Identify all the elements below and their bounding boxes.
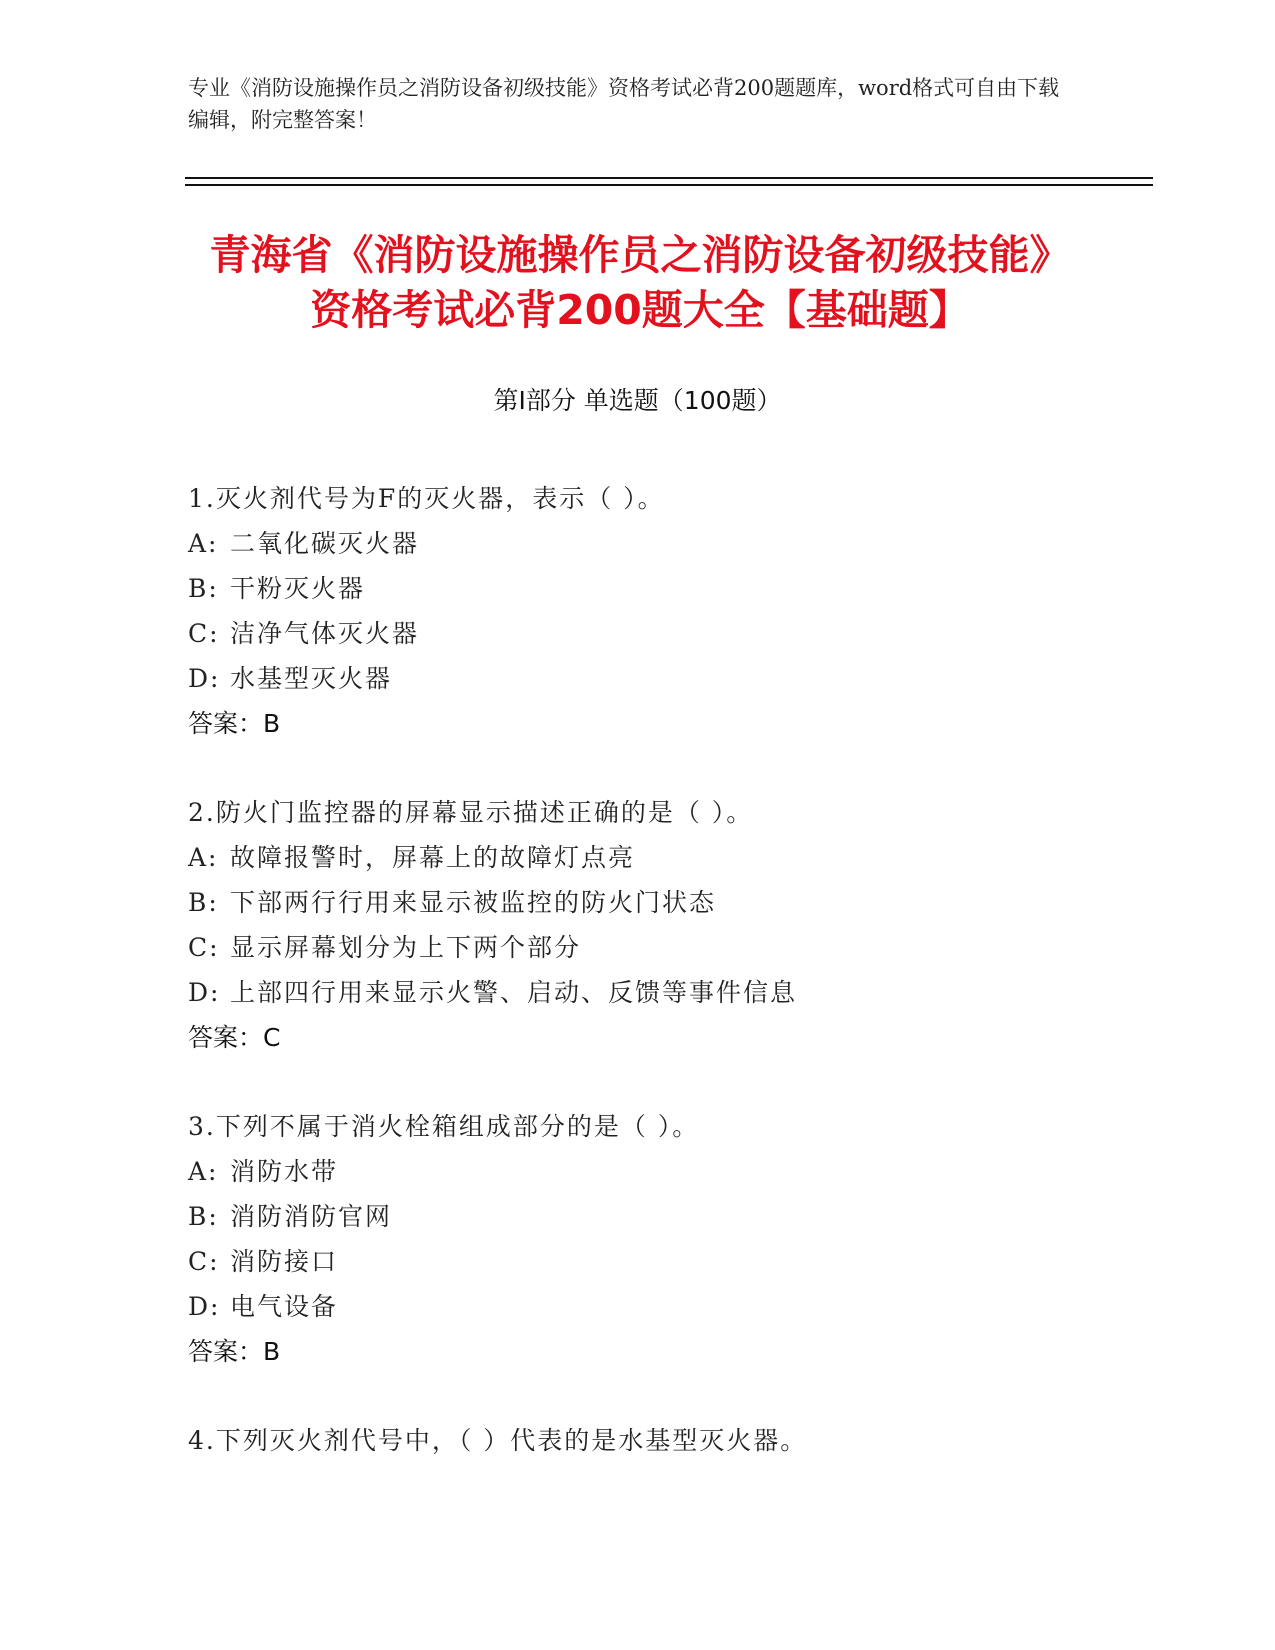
option-text: 电气设备 <box>230 1292 339 1321</box>
option-b <box>188 566 1148 611</box>
answer-line <box>188 1015 1148 1060</box>
option-letter: A: <box>188 843 219 872</box>
option-c <box>188 611 1148 656</box>
answer-value: C <box>263 1023 281 1052</box>
option-letter: C: <box>188 1247 220 1276</box>
answer-label: 答案： <box>188 1023 264 1052</box>
option-c <box>188 925 1148 970</box>
option-a <box>188 835 1148 880</box>
option-b <box>188 1194 1148 1239</box>
option-text: 二氧化碳灭火器 <box>230 529 420 558</box>
document-title: 青海省《消防设施操作员之消防设备初级技能》资格考试必背200题大全【基础题】 <box>209 231 1071 334</box>
question-stem: 2.防火门监控器的屏幕显示描述正确的是（ ）。 <box>188 798 754 827</box>
option-letter: C: <box>188 619 220 648</box>
option-d <box>188 656 1148 701</box>
option-text: 水基型灭火器 <box>230 664 393 693</box>
question-stem: 4.下列灭火剂代号中，（ ）代表的是水基型灭火器。 <box>188 1426 808 1455</box>
question-2 <box>188 790 1148 1060</box>
option-text: 消防接口 <box>230 1247 339 1276</box>
question-1 <box>188 476 1148 746</box>
question-list <box>188 476 1148 1507</box>
option-a <box>188 521 1148 566</box>
answer-value: B <box>263 709 281 738</box>
option-text: 干粉灭火器 <box>230 574 366 603</box>
option-letter: D: <box>188 1292 221 1321</box>
question-4 <box>188 1418 1148 1463</box>
option-b <box>188 880 1148 925</box>
option-letter: D: <box>188 664 221 693</box>
section-heading: 第I部分 单选题（100题） <box>493 386 782 415</box>
option-letter: B: <box>188 888 219 917</box>
option-letter: A: <box>188 529 219 558</box>
option-text: 上部四行用来显示火警、启动、反馈等事件信息 <box>230 978 798 1007</box>
header-rule-bottom <box>185 184 1153 186</box>
option-letter: D: <box>188 978 221 1007</box>
question-stem: 3.下列不属于消火栓箱组成部分的是（ ）。 <box>188 1112 700 1141</box>
option-letter: B: <box>188 1202 219 1231</box>
option-text: 洁净气体灭火器 <box>230 619 420 648</box>
answer-value: B <box>263 1337 281 1366</box>
answer-label: 答案： <box>188 1337 264 1366</box>
answer-line <box>188 701 1148 746</box>
question-3 <box>188 1104 1148 1374</box>
option-text: 显示屏幕划分为上下两个部分 <box>230 933 582 962</box>
option-text: 消防水带 <box>230 1157 339 1186</box>
option-letter: B: <box>188 574 219 603</box>
answer-label: 答案： <box>188 709 264 738</box>
option-text: 下部两行行用来显示被监控的防火门状态 <box>230 888 717 917</box>
option-letter: C: <box>188 933 220 962</box>
header-rule-top <box>185 177 1153 179</box>
option-text: 故障报警时，屏幕上的故障灯点亮 <box>230 843 636 872</box>
option-letter: A: <box>188 1157 219 1186</box>
option-d <box>188 1284 1148 1329</box>
option-c <box>188 1239 1148 1284</box>
option-text: 消防消防官网 <box>230 1202 393 1231</box>
option-d <box>188 970 1148 1015</box>
header-note: 专业《消防设施操作员之消防设备初级技能》资格考试必背200题题库，word格式可自由下载编辑，附完整答案！ <box>188 76 1060 132</box>
question-stem: 1.灭火剂代号为F的灭火器，表示（ ）。 <box>188 484 665 513</box>
answer-line <box>188 1329 1148 1374</box>
option-a <box>188 1149 1148 1194</box>
